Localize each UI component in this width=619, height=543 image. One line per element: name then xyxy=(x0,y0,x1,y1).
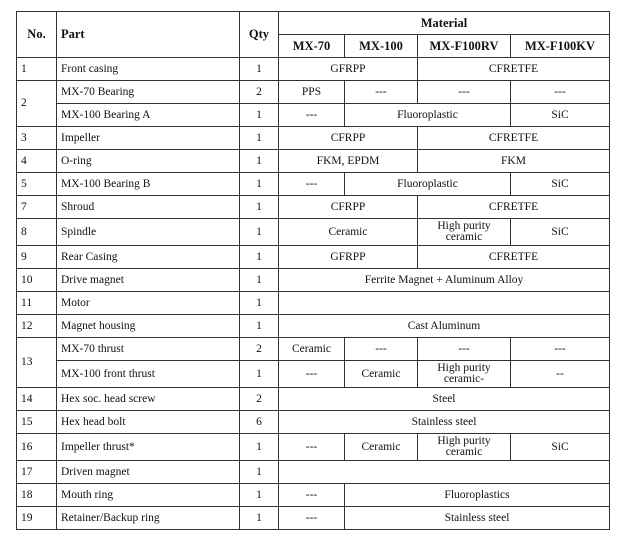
material-cell: Steel xyxy=(279,388,610,411)
material-cell: --- xyxy=(511,338,610,361)
material-cell: FKM xyxy=(418,150,610,173)
row-no: 17 xyxy=(17,461,57,484)
header-no: No. xyxy=(17,12,57,58)
material-cell: CFRETFE xyxy=(418,246,610,269)
material-cell: Ceramic xyxy=(279,219,418,246)
header-model-mxf100rv: MX-F100RV xyxy=(418,35,511,58)
material-line: ceramic xyxy=(445,231,483,243)
material-cell xyxy=(418,434,511,461)
row-no: 2 xyxy=(17,81,57,127)
material-cell: Stainless steel xyxy=(279,411,610,434)
table-row xyxy=(17,315,610,338)
row-qty: 1 xyxy=(240,507,279,530)
row-qty: 1 xyxy=(240,173,279,196)
material-cell: FKM, EPDM xyxy=(279,150,418,173)
material-cell: Cast Aluminum xyxy=(279,315,610,338)
table-row xyxy=(17,484,610,507)
material-cell: Ceramic xyxy=(279,338,345,361)
row-part: O-ring xyxy=(57,150,240,173)
row-part: Front casing xyxy=(57,58,240,81)
material-line: High purity xyxy=(437,362,491,374)
row-no: 14 xyxy=(17,388,57,411)
row-part: Driven magnet xyxy=(57,461,240,484)
material-line: High purity xyxy=(437,220,491,232)
material-cell xyxy=(418,219,511,246)
material-cell: SiC xyxy=(511,219,610,246)
material-cell xyxy=(418,361,511,388)
material-cell: Stainless steel xyxy=(345,507,610,530)
material-cell: SiC xyxy=(511,104,610,127)
row-no: 10 xyxy=(17,269,57,292)
material-cell: --- xyxy=(279,434,345,461)
row-part: Mouth ring xyxy=(57,484,240,507)
row-part: Hex head bolt xyxy=(57,411,240,434)
material-cell: Ceramic xyxy=(345,434,418,461)
material-cell: Fluoroplastic xyxy=(345,173,511,196)
material-cell: CFRPP xyxy=(279,127,418,150)
row-qty: 1 xyxy=(240,269,279,292)
row-qty: 1 xyxy=(240,246,279,269)
material-line: ceramic- xyxy=(443,373,485,385)
material-cell: Ferrite Magnet + Aluminum Alloy xyxy=(279,269,610,292)
material-cell: CFRPP xyxy=(279,196,418,219)
material-cell: --- xyxy=(279,507,345,530)
row-qty: 1 xyxy=(240,150,279,173)
parts-material-table xyxy=(16,11,610,530)
material-cell: SiC xyxy=(511,173,610,196)
row-qty: 1 xyxy=(240,196,279,219)
row-qty: 1 xyxy=(240,219,279,246)
material-cell: GFRPP xyxy=(279,58,418,81)
table-row xyxy=(17,196,610,219)
table-row xyxy=(17,411,610,434)
row-qty: 1 xyxy=(240,58,279,81)
table-row xyxy=(17,173,610,196)
table-row xyxy=(17,81,610,104)
material-cell: --- xyxy=(418,338,511,361)
table-row xyxy=(17,104,610,127)
header-model-mx70: MX-70 xyxy=(279,35,345,58)
row-no: 1 xyxy=(17,58,57,81)
row-no: 5 xyxy=(17,173,57,196)
material-cell: GFRPP xyxy=(279,246,418,269)
row-part: MX-100 Bearing B xyxy=(57,173,240,196)
row-part: Shroud xyxy=(57,196,240,219)
header-part: Part xyxy=(57,12,240,58)
material-cell: PPS xyxy=(279,81,345,104)
row-part: Drive magnet xyxy=(57,269,240,292)
material-cell: --- xyxy=(418,81,511,104)
row-no: 7 xyxy=(17,196,57,219)
row-qty: 1 xyxy=(240,361,279,388)
row-part: Rear Casing xyxy=(57,246,240,269)
material-cell: --- xyxy=(279,484,345,507)
table-row xyxy=(17,361,610,388)
row-no: 16 xyxy=(17,434,57,461)
row-qty: 2 xyxy=(240,388,279,411)
row-no: 9 xyxy=(17,246,57,269)
row-part: MX-70 Bearing xyxy=(57,81,240,104)
material-cell: CFRETFE xyxy=(418,127,610,150)
material-cell-empty xyxy=(279,461,610,484)
row-no: 15 xyxy=(17,411,57,434)
row-part: Impeller xyxy=(57,127,240,150)
material-cell: --- xyxy=(345,338,418,361)
material-cell: CFRETFE xyxy=(418,196,610,219)
material-cell: --- xyxy=(279,104,345,127)
table-row xyxy=(17,269,610,292)
header-model-mx100: MX-100 xyxy=(345,35,418,58)
material-line: High purity xyxy=(437,435,491,447)
row-part: Magnet housing xyxy=(57,315,240,338)
row-part: MX-70 thrust xyxy=(57,338,240,361)
row-qty: 6 xyxy=(240,411,279,434)
row-part: Hex soc. head screw xyxy=(57,388,240,411)
row-qty: 1 xyxy=(240,315,279,338)
row-part: Spindle xyxy=(57,219,240,246)
material-line: ceramic xyxy=(445,446,483,458)
header-qty: Qty xyxy=(240,12,279,58)
row-qty: 1 xyxy=(240,461,279,484)
material-cell-empty xyxy=(279,292,610,315)
header-model-mxf100kv: MX-F100KV xyxy=(511,35,610,58)
row-part: MX-100 front thrust xyxy=(57,361,240,388)
row-no: 19 xyxy=(17,507,57,530)
row-no: 11 xyxy=(17,292,57,315)
row-no: 13 xyxy=(17,338,57,388)
material-cell: Fluoroplastics xyxy=(345,484,610,507)
table-row xyxy=(17,150,610,173)
row-no: 4 xyxy=(17,150,57,173)
material-cell: -- xyxy=(511,361,610,388)
row-part: Impeller thrust* xyxy=(57,434,240,461)
row-no: 3 xyxy=(17,127,57,150)
row-qty: 2 xyxy=(240,81,279,104)
row-no: 12 xyxy=(17,315,57,338)
material-cell: --- xyxy=(511,81,610,104)
row-qty: 1 xyxy=(240,484,279,507)
material-cell: Fluoroplastic xyxy=(345,104,511,127)
row-part: Retainer/Backup ring xyxy=(57,507,240,530)
table-row xyxy=(17,338,610,361)
material-cell: --- xyxy=(279,173,345,196)
table-row xyxy=(17,507,610,530)
header-material: Material xyxy=(279,12,610,35)
table-row xyxy=(17,388,610,411)
row-qty: 1 xyxy=(240,292,279,315)
table-row xyxy=(17,246,610,269)
row-qty: 1 xyxy=(240,434,279,461)
material-cell: Ceramic xyxy=(345,361,418,388)
material-cell: --- xyxy=(279,361,345,388)
table-row xyxy=(17,219,610,246)
material-cell: --- xyxy=(345,81,418,104)
row-no: 8 xyxy=(17,219,57,246)
row-qty: 1 xyxy=(240,127,279,150)
header-row xyxy=(17,12,610,35)
table-row xyxy=(17,58,610,81)
row-qty: 2 xyxy=(240,338,279,361)
row-part: Motor xyxy=(57,292,240,315)
row-part: MX-100 Bearing A xyxy=(57,104,240,127)
material-cell: CFRETFE xyxy=(418,58,610,81)
table-row xyxy=(17,461,610,484)
table-row xyxy=(17,127,610,150)
material-cell: SiC xyxy=(511,434,610,461)
table-row xyxy=(17,292,610,315)
row-qty: 1 xyxy=(240,104,279,127)
table-row xyxy=(17,434,610,461)
row-no: 18 xyxy=(17,484,57,507)
